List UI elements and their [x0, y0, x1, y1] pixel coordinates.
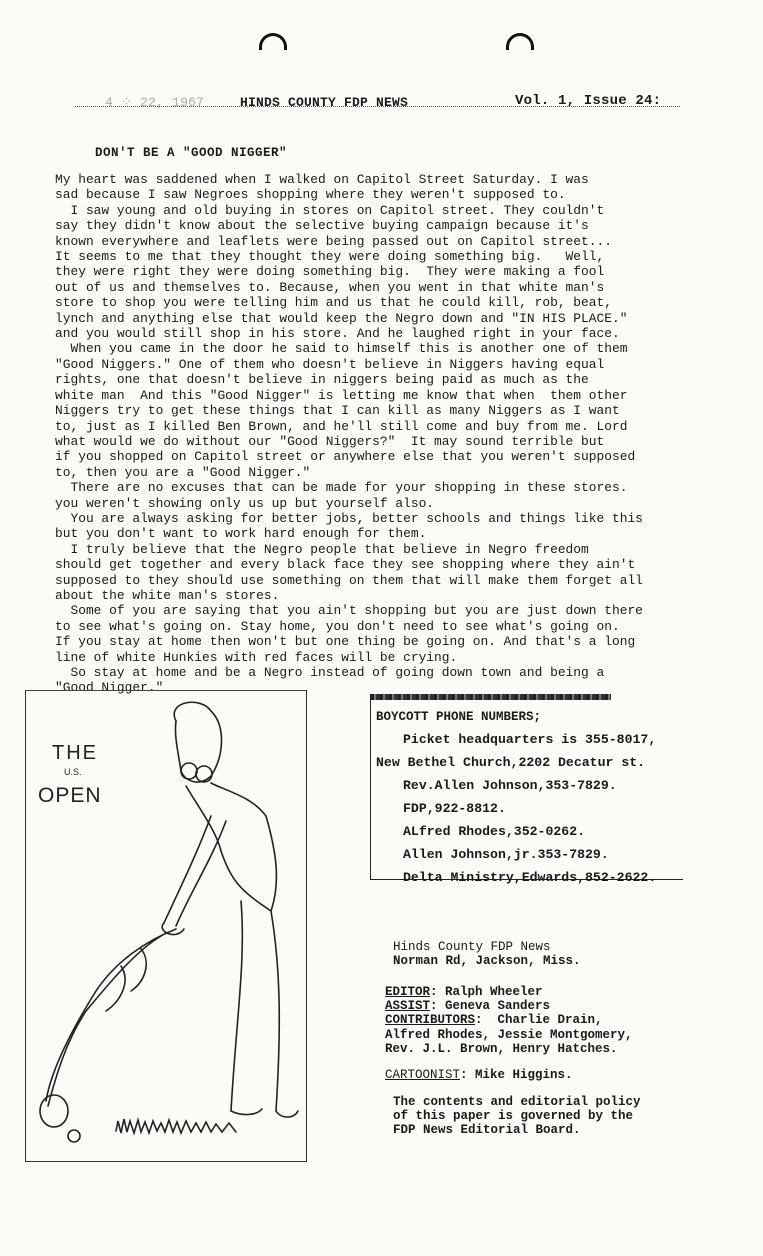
article-line: sad because I saw Negroes shopping where they weren't supposed to.	[55, 187, 566, 203]
article-line: and you would still shop in his store. And he laughed right in your face.	[55, 326, 620, 342]
contributors-2: Alfred Rhodes, Jessie Montgomery,	[385, 1027, 633, 1042]
article-line: but you don't want to work hard enough for them.	[55, 526, 427, 542]
boycott-line: Rev.Allen Johnson,353-7829.	[403, 778, 617, 793]
article-line: supposed to they should use something on them that will make them forget all	[55, 572, 643, 588]
article-line: they were right they were doing something big. They were making a fool	[55, 264, 605, 280]
editor-label: EDITOR	[385, 985, 431, 999]
paper-name: HINDS COUNTY FDP NEWS	[240, 95, 409, 110]
article-line: to, then you are a "Good Nigger."	[55, 464, 311, 480]
article-line: to, just as I killed Ben Brown, and he'll still come and buy from me. Lord	[55, 418, 628, 434]
masthead	[393, 940, 581, 968]
issue-number: Vol. 1, Issue 24:	[515, 93, 662, 109]
editor-name: : Ralph Wheeler	[430, 985, 543, 999]
cartoonist-label: CARTOONIST	[385, 1068, 461, 1082]
contributors-3: Rev. J.L. Brown, Henry Hatches.	[385, 1041, 618, 1056]
article-line: There are no excuses that can be made for your shopping in these stores.	[55, 480, 628, 496]
article-line: If you stay at home then won't but one thing be going on. And that's a long	[55, 634, 636, 650]
article-line: if you shopped on Capitol street or anywhere else that you weren't supposed	[55, 449, 636, 465]
article-line: lynch and anything else that would keep the Negro down and "IN HIS PLACE."	[55, 310, 628, 326]
article-line: I saw young and old buying in stores on Capitol street. They couldn't	[55, 202, 605, 218]
article-line: Niggers try to get these things that I can kill as many Niggers as I want	[55, 403, 620, 419]
contributors-1: : Charlie Drain,	[475, 1013, 603, 1028]
article-line: You are always asking for better jobs, better schools and things like this	[55, 510, 643, 526]
cartoonist-name: : Mike Higgins.	[460, 1068, 573, 1082]
article-headline: DON'T BE A "GOOD NIGGER"	[95, 146, 288, 160]
article-line: When you came in the door he said to himself this is another one of them	[55, 341, 628, 357]
article-line: rights, one that doesn't believe in niggers being paid as much as the	[55, 372, 589, 388]
article-line: you weren't showing only us up but yourself also.	[55, 495, 435, 511]
boycott-header-bar	[371, 694, 611, 700]
article-line: "Good Niggers." One of them who doesn't believe in Niggers having equal	[55, 356, 605, 372]
editorial-policy	[393, 1095, 641, 1137]
assist-label: ASSIST	[385, 999, 431, 1014]
boycott-line: Delta Ministry,Edwards,852-2622.	[403, 870, 657, 885]
cartoon-caption-the: THE	[52, 742, 98, 764]
article-line: My heart was saddened when I walked on Capitol Street Saturday. I was	[55, 172, 589, 187]
policy-line: of this paper is governed by the	[393, 1109, 634, 1123]
article-line: white man And this "Good Nigger" is letting me know that when them other	[55, 387, 628, 403]
masthead-address: Norman Rd, Jackson, Miss.	[393, 954, 581, 968]
article-line: should get together and every black face they see shopping where they ain't	[55, 557, 636, 573]
boycott-line: Allen Johnson,jr.353-7829.	[403, 847, 609, 862]
policy-line: FDP News Editorial Board.	[393, 1123, 581, 1137]
boycott-line: New Bethel Church,2202 Decatur st.	[376, 755, 646, 770]
boycott-title: BOYCOTT PHONE NUMBERS;	[376, 710, 542, 724]
boycott-line: Picket headquarters is 355-8017,	[403, 732, 657, 747]
article-line: say they didn't know about the selective buying campaign because it's	[55, 218, 589, 234]
article-line: line of white Hunkies with red faces will be crying.	[55, 649, 458, 665]
cartoon-caption-open: OPEN	[38, 784, 102, 807]
article-line: "Good Nigger."	[55, 680, 164, 696]
cartoon-caption-us: U.S.	[64, 767, 82, 777]
article-body	[55, 172, 703, 696]
article-line: Some of you are saying that you ain't shopping but you are just down there	[55, 603, 643, 619]
article-line: to see what's going on. Stay home, you don't need to see what's going on.	[55, 618, 620, 634]
binder-hole	[259, 33, 287, 50]
contributors-label: CONTRIBUTORS	[385, 1013, 476, 1028]
article-line: about the white man's stores.	[55, 587, 280, 603]
issue-date: 4 ⁘ 22, 1967	[105, 95, 205, 110]
article-line: what would we do without our "Good Niggers?" It may sound terrible but	[55, 433, 605, 449]
cartoonist-credit	[385, 1068, 573, 1082]
article-line: out of us and themselves to. Because, when you went in that white man's	[55, 279, 605, 295]
boycott-box	[370, 694, 683, 885]
masthead-name: Hinds County FDP News	[393, 940, 551, 954]
boycott-line: FDP,922-8812.	[403, 801, 506, 816]
boycott-line: ALfred Rhodes,352-0262.	[403, 824, 586, 839]
article-line: store to shop you were telling him and us that he could kill, rob, beat,	[55, 295, 612, 311]
article-line: known everywhere and leaflets were being passed out on Capitol street...	[55, 233, 612, 249]
assist-name: : Geneva Sanders	[430, 999, 551, 1014]
policy-line: The contents and editorial policy	[393, 1095, 641, 1109]
header-rule	[75, 106, 680, 107]
article-line: I truly believe that the Negro people that believe in Negro freedom	[55, 541, 589, 557]
article-line: So stay at home and be a Negro instead of going down town and being a	[55, 665, 605, 680]
binder-hole	[506, 33, 534, 50]
article-line: It seems to me that they thought they were doing something big. Well,	[55, 249, 605, 265]
staff-list	[385, 985, 633, 1056]
